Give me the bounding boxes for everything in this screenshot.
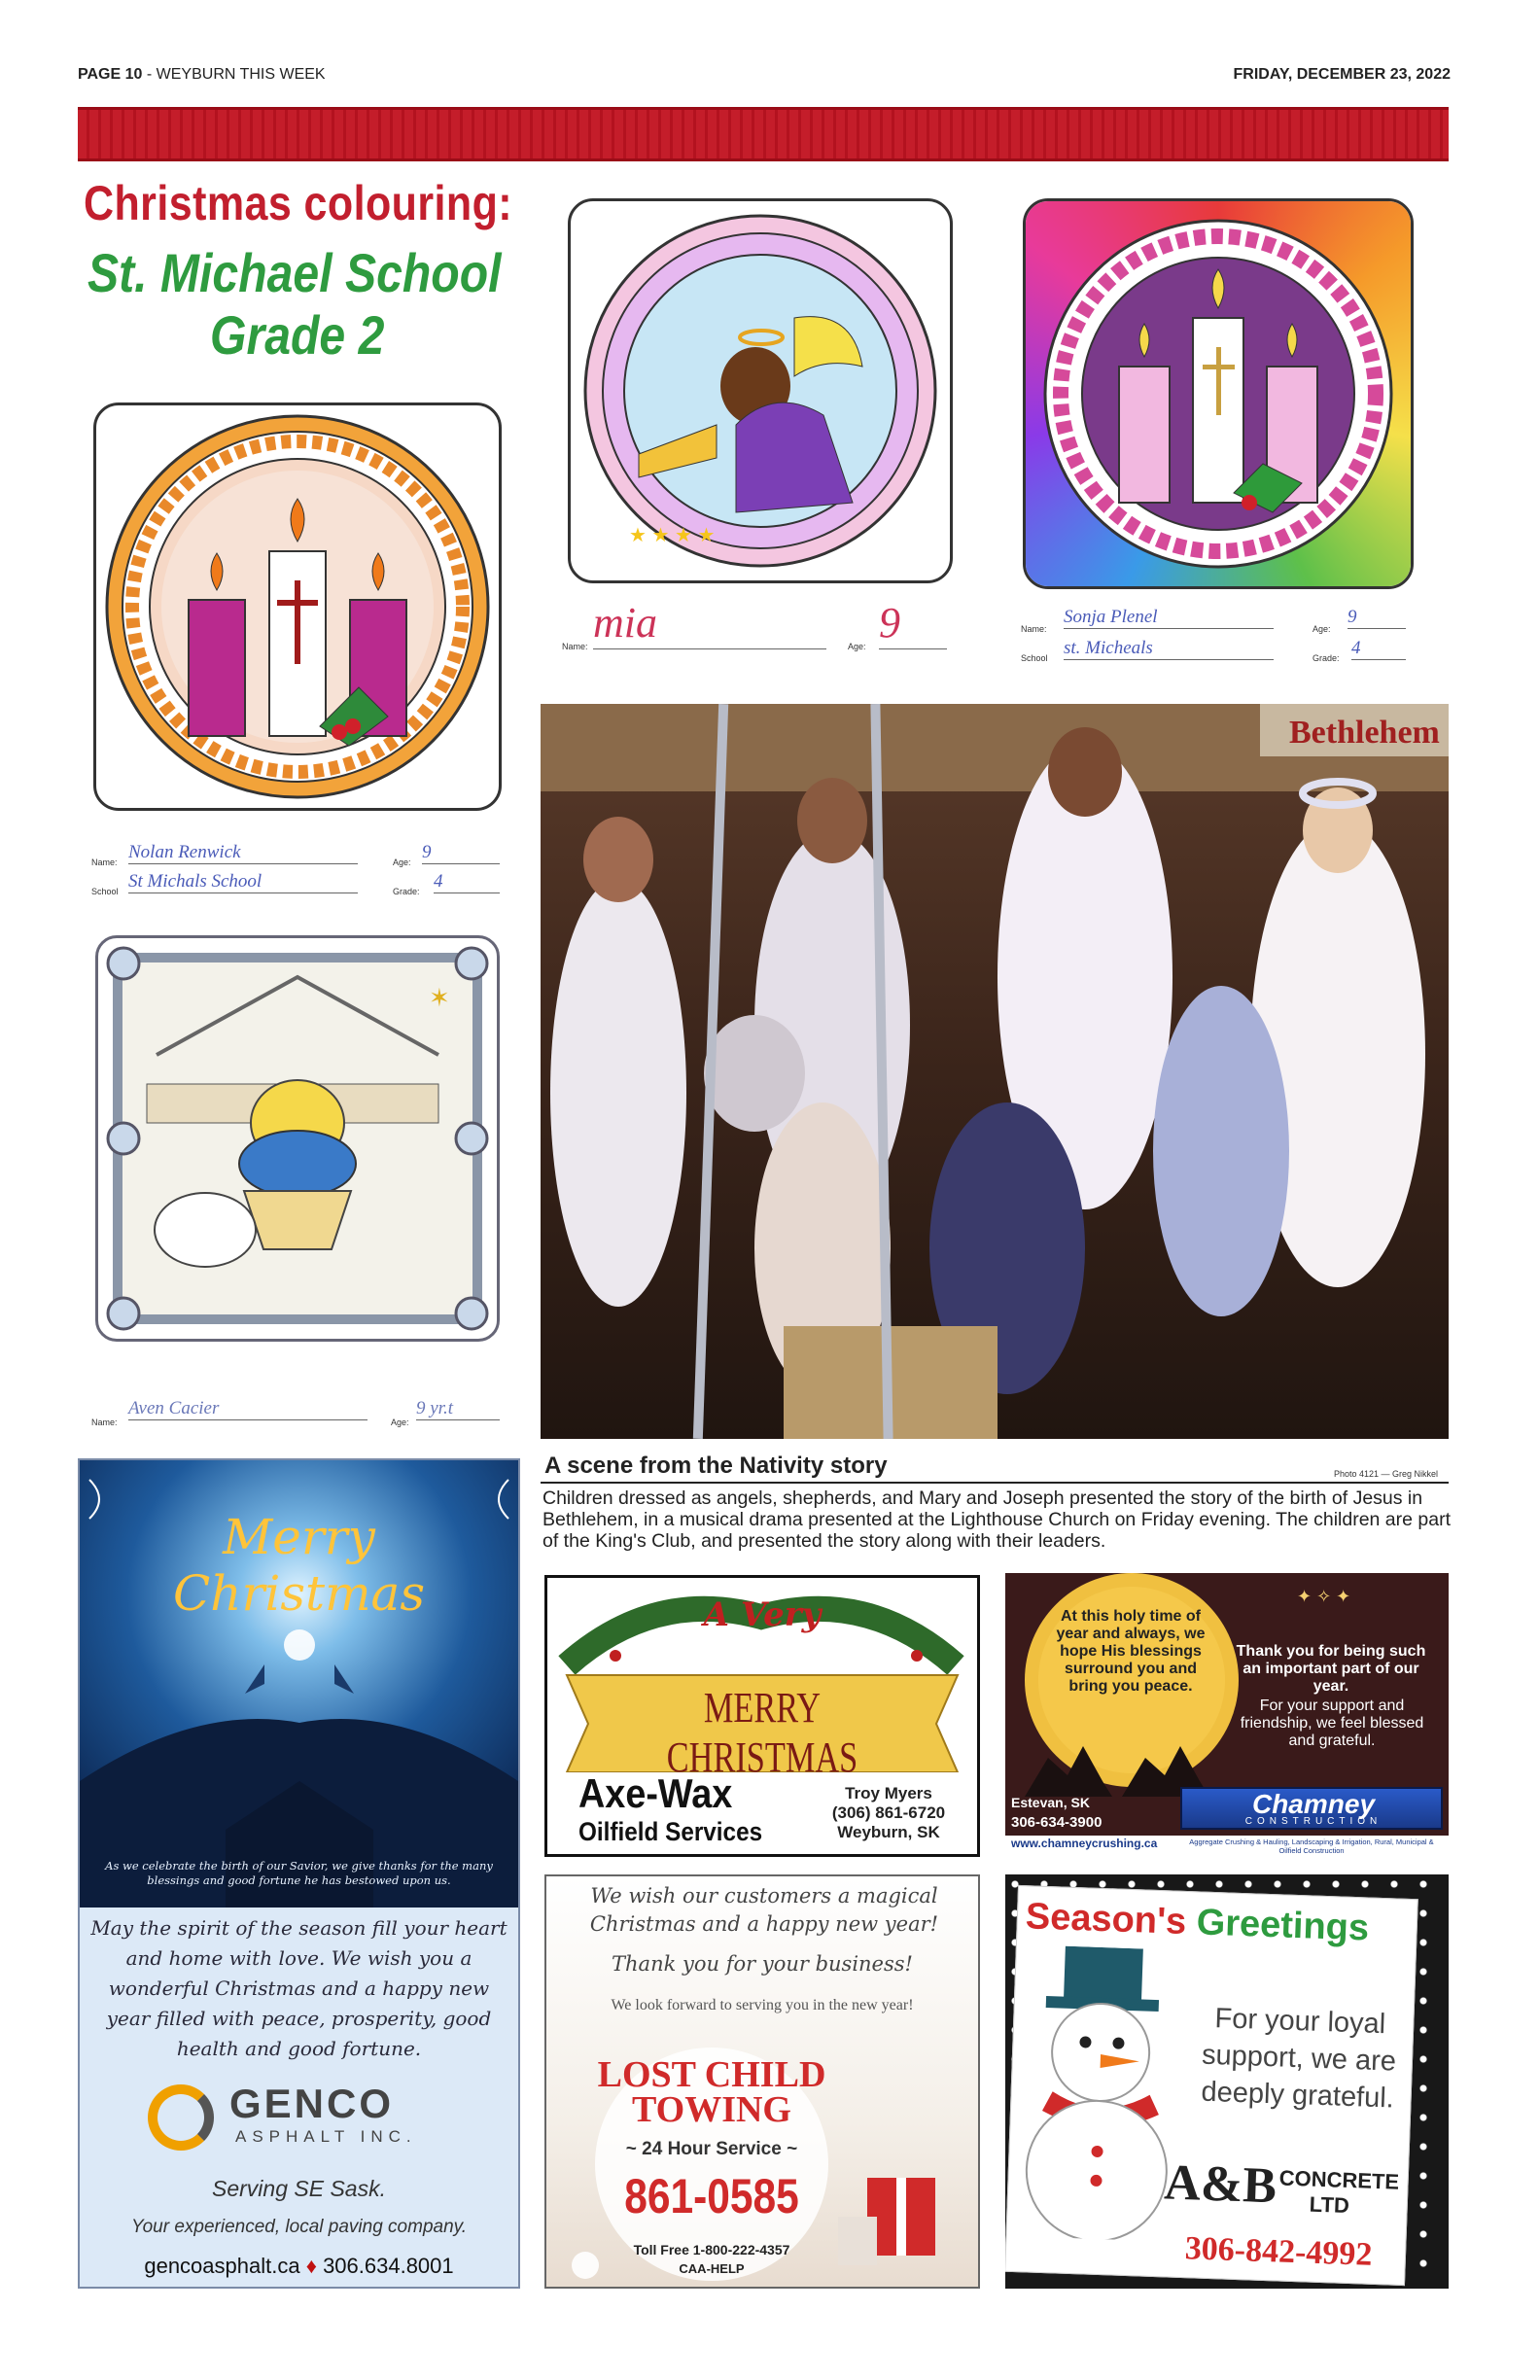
label-name: Name: [91, 858, 118, 867]
photo-credit: Photo 4121 — Greg Nikkel [1334, 1469, 1439, 1479]
decorative-red-band [78, 107, 1449, 161]
entry-age-mia: 9 [879, 601, 947, 649]
genco-tagline: Your experienced, local paving company. [130, 2217, 468, 2237]
page-header-left: PAGE 10 - WEYBURN THIS WEEK [78, 66, 326, 83]
publication-name: WEYBURN THIS WEEK [156, 66, 326, 83]
chamney-logo [1180, 1787, 1443, 1830]
manger-drawing [98, 938, 497, 1339]
entry-name-mia: mia [593, 601, 826, 649]
label-age: Age: [391, 1418, 409, 1427]
colouring-manger [95, 935, 500, 1342]
nativity-photo [541, 704, 1449, 1439]
chamney-brand: Chamney [1251, 1789, 1376, 1819]
genco-brand: GENCO [229, 2081, 395, 2126]
axewax-script [547, 1595, 977, 1634]
entry-name-sonja: Sonja Plenel [1064, 607, 1274, 629]
section-subtitle-school: St. Michael School [88, 242, 502, 303]
section-title: Christmas colouring: [84, 176, 513, 230]
label-name: Name: [1021, 624, 1047, 634]
ab-greeting-seasons: Season's [1025, 1896, 1187, 1942]
caption-divider [541, 1482, 1449, 1484]
towing-name-line2: TOWING [631, 2089, 791, 2130]
axewax-phone: (306) 861-6720 [831, 1803, 946, 1822]
label-grade: Grade: [1312, 653, 1340, 663]
axewax-location: Weyburn, SK [837, 1823, 940, 1841]
entry-name-aven: Aven Cacier [128, 1398, 368, 1420]
bethlehem-sign-text: Bethlehem [1289, 715, 1440, 751]
label-school: School [1021, 653, 1048, 663]
issue-date: FRIDAY, DECEMBER 23, 2022 [1233, 66, 1451, 83]
chamney-left-message: At this holy time of year and always, we hope His blessings surround you and bring you peace. [1056, 1608, 1206, 1695]
photo-caption-text: Children dressed as angels, shepherds, and Mary and Joseph presented the story of the birth of Jesus in Bethlehem, in a musical drama presented at the Lighthouse Church on Friday evening. The children are part of the King's Club, and presented the story along with their leaders. [542, 1488, 1452, 1552]
genco-contact [80, 2254, 518, 2279]
label-name: Name: [91, 1418, 118, 1427]
chamney-right-message-2: For your support and friendship, we feel blessed and grateful. [1240, 1698, 1424, 1749]
axewax-script-very: Very [740, 1595, 822, 1634]
advent-rainbow-drawing [1026, 201, 1411, 586]
genco-serving: Serving SE Sask. [212, 2176, 386, 2201]
towing-thanks: Thank you for your business! [612, 1952, 913, 1976]
colouring-advent-rainbow [1023, 198, 1414, 589]
ab-greeting-greetings: Greetings [1196, 1902, 1370, 1949]
chamney-website[interactable]: www.chamneycrushing.ca [1011, 1837, 1158, 1850]
ab-greeting [1025, 1896, 1370, 1949]
genco-merry: Merry [223, 1509, 375, 1565]
genco-logo [148, 2079, 459, 2156]
towing-wish: We wish our customers a magical Christmas and a happy new year! [589, 1884, 939, 1936]
ad-chamney-construction[interactable] [1005, 1573, 1449, 1857]
ab-brand-sub1: CONCRETE [1278, 2165, 1400, 2194]
genco-phone: 306.634.8001 [323, 2254, 454, 2278]
page-number: PAGE 10 [78, 66, 143, 83]
genco-verse: As we celebrate the birth of our Savior, we give thanks for the many blessings and good fortune he has bestowed upon us. [105, 1859, 493, 1887]
genco-night-sky [80, 1460, 518, 1908]
chamney-location: Estevan, SK [1011, 1795, 1090, 1810]
entry-school-sonja: st. Micheals [1064, 638, 1274, 660]
genco-body-message: May the spirit of the season fill your heart and home with love. We wish you a wonderful Christmas and a happy new year filled with peace, prosperity, good health and good fortune. [90, 1916, 508, 2060]
section-subtitle-grade: Grade 2 [210, 304, 385, 366]
label-name: Name: [562, 642, 588, 651]
entry-age-nolan: 9 [422, 842, 500, 864]
genco-logo-mark [148, 2084, 214, 2151]
colouring-angel [568, 198, 953, 583]
genco-separator: ♦ [305, 2254, 317, 2278]
axewax-contact [816, 1784, 962, 1842]
entry-grade-nolan: 4 [434, 871, 500, 893]
towing-tollfree: Toll Free 1-800-222-4357 [633, 2242, 790, 2258]
angel-drawing [571, 201, 950, 580]
axewax-banner: MERRY CHRISTMAS [666, 1684, 858, 1781]
ab-brand-sub2: LTD [1309, 2191, 1350, 2219]
entry-age-aven: 9 yr.t [416, 1398, 500, 1420]
svg-text:✶: ✶ [429, 983, 450, 1012]
towing-name-line1: LOST CHILD [597, 2054, 826, 2095]
photo-caption-title: A scene from the Nativity story [544, 1452, 888, 1479]
label-age: Age: [1312, 624, 1331, 634]
label-age: Age: [848, 642, 866, 651]
svg-text:★ ★ ★ ★: ★ ★ ★ ★ [629, 525, 716, 546]
towing-phone: 861-0585 [624, 2169, 799, 2223]
ab-brand: A&B [1163, 2154, 1278, 2215]
entry-school-nolan: St Michals School [128, 871, 358, 893]
ab-logo [1163, 2153, 1398, 2229]
label-age: Age: [393, 858, 411, 867]
ad-genco-asphalt[interactable] [78, 1458, 520, 2289]
towing-name [585, 2054, 838, 2130]
advent-wreath-drawing [96, 405, 499, 808]
towing-service: ~ 24 Hour Service ~ [625, 2139, 798, 2159]
entry-grade-sonja: 4 [1351, 638, 1406, 660]
axewax-company-sub: Oilfield Services [578, 1817, 763, 1846]
nativity-photo-scene [541, 704, 1449, 1439]
ad-ab-concrete[interactable] [1005, 1874, 1449, 2289]
colouring-advent-orange [93, 402, 502, 811]
chamney-services: Aggregate Crushing & Hauling, Landscaping & Irrigation, Rural, Municipal & Oilfield Construction [1189, 1838, 1434, 1855]
chamney-brand-sub: CONSTRUCTION [1244, 1816, 1382, 1827]
axewax-script-a: A [703, 1595, 729, 1634]
axewax-contact-name: Troy Myers [845, 1784, 932, 1802]
ad-lost-child-towing[interactable] [544, 1874, 980, 2289]
entry-age-sonja: 9 [1348, 607, 1406, 629]
entry-name-nolan: Nolan Renwick [128, 842, 358, 864]
genco-brand-sub: ASPHALT INC. [235, 2127, 417, 2146]
chamney-right-message-1: Thank you for being such an important part of our year. [1236, 1643, 1426, 1695]
towing-caa: CAA-HELP [679, 2261, 745, 2276]
genco-christmas: Christmas [173, 1565, 425, 1622]
chamney-phone: 306-634-3900 [1011, 1814, 1102, 1831]
axewax-company: Axe-Wax [578, 1770, 733, 1816]
label-school: School [91, 887, 119, 896]
svg-text:✦ ✧ ✦: ✦ ✧ ✦ [1297, 1587, 1351, 1606]
ab-phone: 306-842-4992 [1184, 2230, 1373, 2273]
ab-card [1005, 1885, 1418, 2286]
genco-website[interactable]: gencoasphalt.ca [144, 2254, 300, 2278]
towing-forward: We look forward to serving you in the new year! [611, 1997, 914, 2013]
label-grade: Grade: [393, 887, 420, 896]
ab-message: For your loyal support, we are deeply grateful. [1201, 2003, 1397, 2115]
ad-axe-wax[interactable] [544, 1575, 980, 1857]
